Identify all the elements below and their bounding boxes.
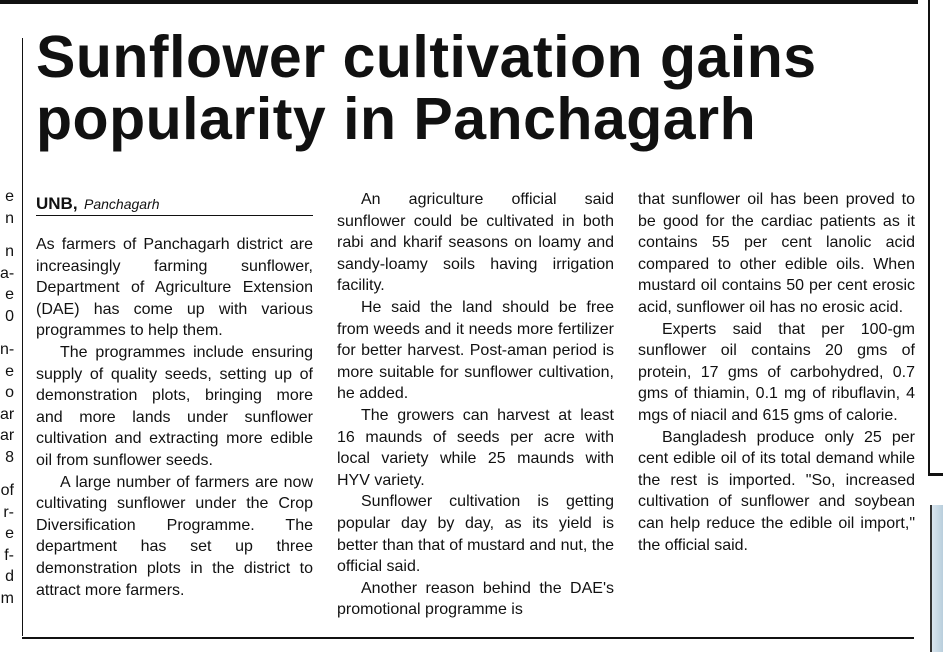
fragment: f- [4, 546, 14, 564]
fragment: 0 [5, 307, 14, 325]
left-column-rule [22, 38, 23, 636]
fragment: e [5, 286, 14, 303]
adjacent-article-fragments [0, 186, 14, 609]
article-column-3 [638, 189, 915, 556]
paragraph: that sunflower oil has been proved to be good for the cardiac patients as it contains 55 per cent lanolic acid compared to other edible oils. When mustard oil contains 50 per cent erosic acid, sunflower oil has no erosic acid. [638, 191, 915, 316]
paragraph: A large number of farmers are now cultivating sunflower under the Crop Diversification Programme. The department has set up three demonstration plots in the district to attract more farmers. [36, 473, 313, 599]
byline-agency: UNB, [36, 194, 78, 213]
fragment: of [0, 482, 14, 499]
fragment: e [5, 362, 14, 380]
headline-line-1: Sunflower cultivation gains [36, 24, 817, 90]
byline-place: Panchagarh [84, 196, 160, 212]
paragraph: He said the land should be free from weeds and it needs more fertilizer for better harvest. Post-aman period is more suitable for sunflower cultivation, he added. [337, 298, 614, 403]
adjacent-article-frame [928, 0, 943, 476]
fragment: e [5, 525, 14, 542]
headline-line-2: popularity in Panchagarh [36, 86, 757, 152]
byline [36, 193, 160, 216]
adjacent-image-edge [930, 505, 943, 652]
bottom-rule [22, 637, 914, 639]
fragment: m [0, 589, 14, 607]
article-column-2 [337, 189, 614, 621]
paragraph: Bangladesh produce only 25 per cent edible oil of its total demand while the rest is imported. "So, increased cultivation of sunflower and soybean can help reduce the edible oil import," the official said. [638, 428, 915, 554]
fragment: n [5, 209, 14, 227]
article-column-1 [36, 234, 313, 601]
fragment: d [5, 568, 14, 585]
fragment: n- [0, 341, 14, 358]
top-rule [0, 0, 918, 4]
headline [36, 26, 916, 150]
paragraph: Another reason behind the DAE's promotional programme is [337, 579, 614, 619]
fragment: e [5, 188, 14, 205]
paragraph: Experts said that per 100-gm sunflower oil contains 20 gms of protein, 17 gms of carbohydred, 0.7 gms of thiamin, 0.1 mg of ribuflavin, 4 mgs of niacil and 615 gms of calorie. [638, 320, 915, 424]
fragment: ar [0, 405, 14, 423]
fragment: o [5, 384, 14, 401]
byline-rule [36, 215, 313, 216]
fragment: 8 [5, 448, 14, 466]
fragment: n [5, 243, 14, 260]
fragment: r- [3, 503, 14, 521]
paragraph: As farmers of Panchagarh district are increasingly farming sunflower, Department of Agriculture Extension (DAE) has come up with various programmes to help them. [36, 236, 313, 340]
fragment: ar [0, 427, 14, 444]
fragment: a- [0, 264, 14, 282]
paragraph: An agriculture official said sunflower could be cultivated in both rabi and kharif seasons on loamy and sandy-loamy soils having irrigation facility. [337, 191, 614, 295]
paragraph: Sunflower cultivation is getting popular day by day, as its yield is better than that of mustard and nut, the official said. [337, 493, 614, 576]
paragraph: The programmes include ensuring supply of quality seeds, setting up of demonstration plots, bringing more and more lands under sunflower cultivation and extracting more edible oil from sunflower seeds. [36, 343, 313, 469]
paragraph: The growers can harvest at least 16 maunds of seeds per acre with local variety while 25 maunds with HYV variety. [337, 406, 614, 489]
